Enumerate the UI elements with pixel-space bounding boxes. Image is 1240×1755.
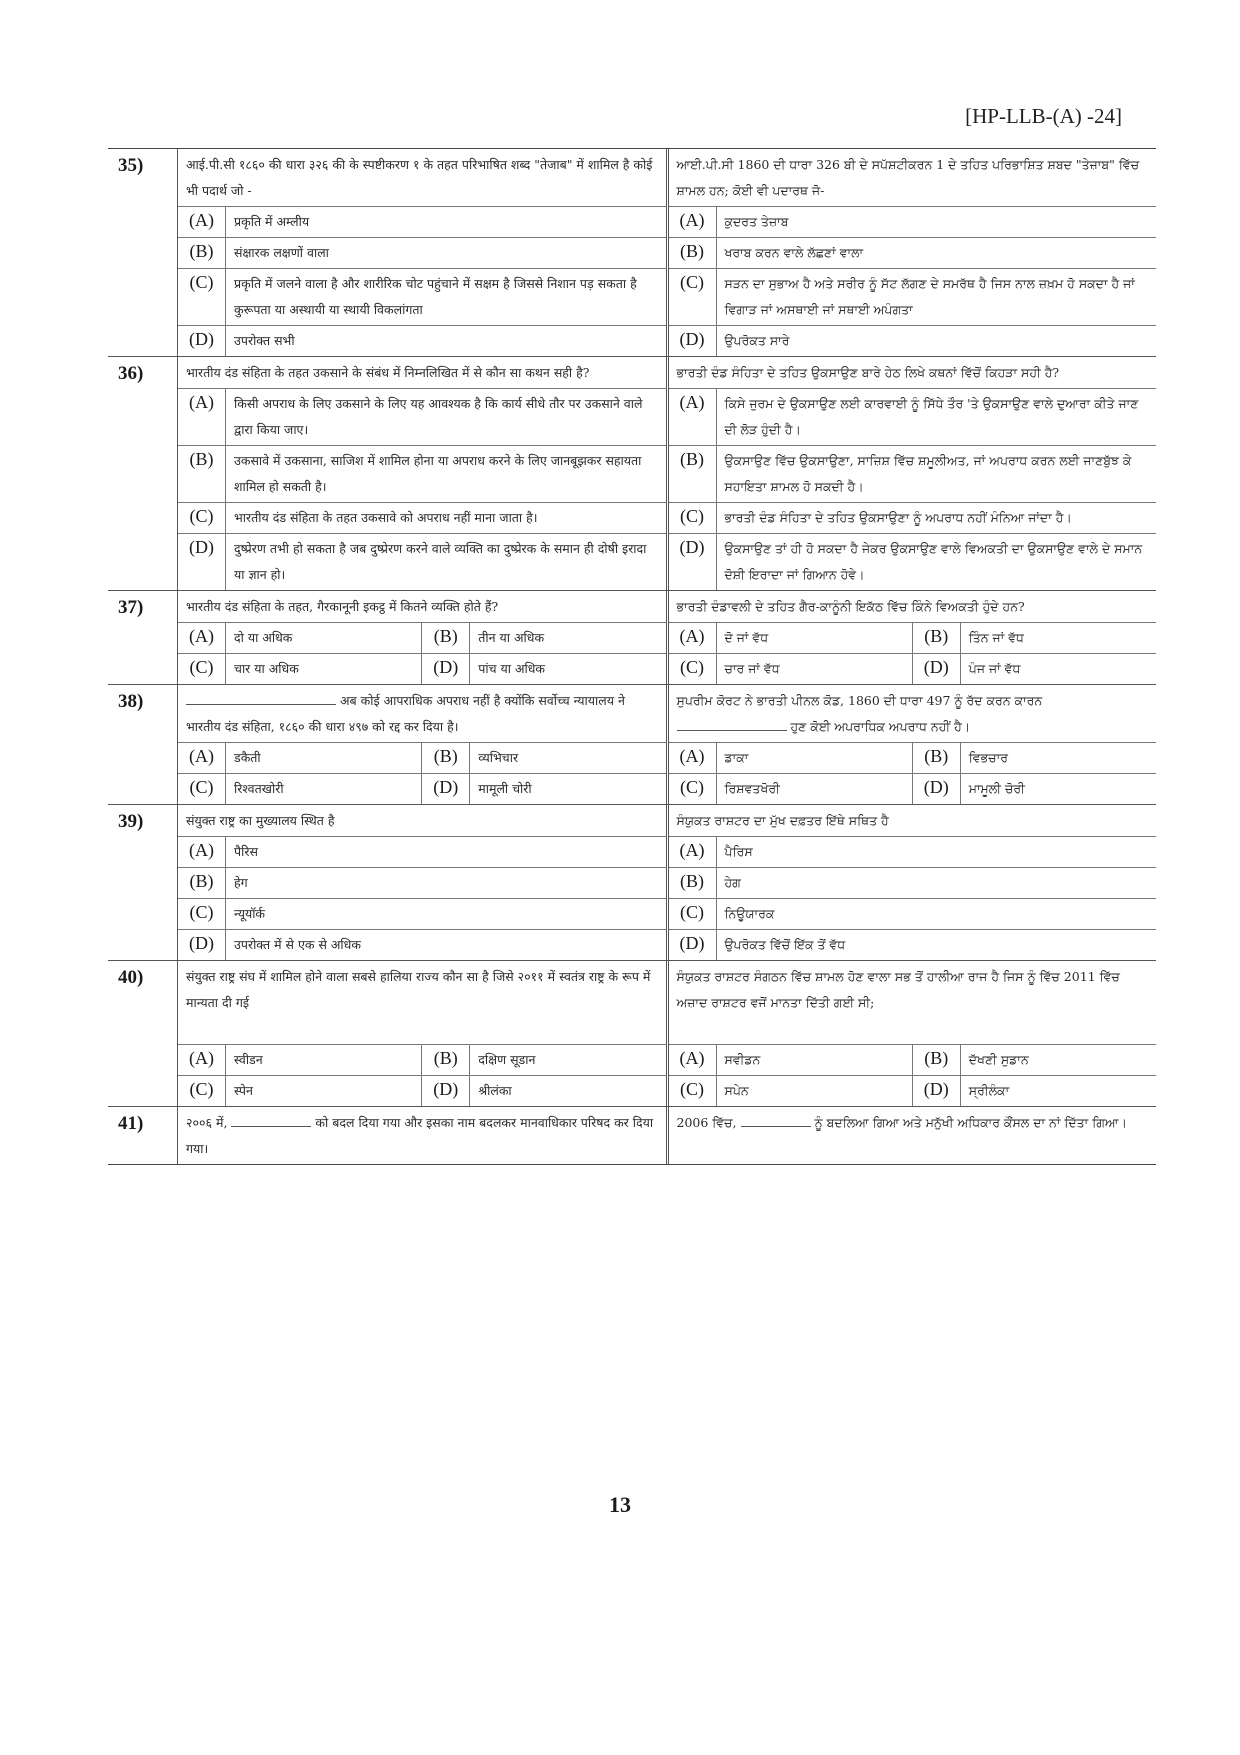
option-row <box>669 929 1157 960</box>
stem-text: ਹੁਣ ਕੋਈ ਅਪਰਾਧਿਕ ਅਪਰਾਧ ਨਹੀਂ ਹੈ। <box>790 719 971 734</box>
option-row <box>178 445 666 502</box>
option-text: ਉਕਸਾਉਣ ਵਿੱਚ ਉਕਸਾਉਣਾ, ਸਾਜ਼ਿਸ਼ ਵਿੱਚ ਸ਼ਮੂਲੀਅਤ, ਜਾਂ ਅਪਰਾਧ ਕਰਨ ਲਈ ਜਾਣਬੁੱਝ ਕੇ ਸਹਾਇਤਾ ਸ਼ਾਮਲ ਹੋ ਸਕਦੀ ਹੈ। <box>724 453 1132 494</box>
option-label: (D) <box>913 774 961 804</box>
option-label: (C) <box>178 774 226 804</box>
option-label: (D) <box>178 930 226 960</box>
option-text: ਉਕਸਾਉਣ ਤਾਂ ਹੀ ਹੋ ਸਕਦਾ ਹੈ ਜੇਕਰ ਉਕਸਾਉਣ ਵਾਲੇ ਵਿਅਕਤੀ ਦਾ ਉਕਸਾਉਣ ਵਾਲੇ ਦੇ ਸਮਾਨ ਦੋਸ਼ੀ ਇਰਾਦਾ ਜਾਂ ਗਿਆਨ ਹੋਵੇ। <box>724 541 1143 582</box>
option-row <box>178 502 666 533</box>
option-label: (D) <box>178 534 226 590</box>
option-label: (A) <box>178 837 226 867</box>
option-label: (C) <box>669 774 717 804</box>
option-text: दक्षिण सूडान <box>478 1052 536 1067</box>
option-label: (B) <box>422 623 470 653</box>
option-row <box>669 898 1157 929</box>
hindi-column <box>178 591 669 684</box>
option-text: स्पेन <box>234 1083 253 1098</box>
option-label: (C) <box>669 654 717 684</box>
punjabi-column <box>669 805 1157 960</box>
question-number: 35) <box>108 149 178 356</box>
option-label: (D) <box>913 654 961 684</box>
option-row <box>178 867 666 898</box>
option-text: संक्षारक लक्षणों वाला <box>234 245 329 260</box>
option-row <box>669 237 1157 268</box>
option-text: पांच या अधिक <box>478 661 546 676</box>
question-stem <box>669 1107 1157 1138</box>
option-label: (C) <box>178 899 226 929</box>
stem-text: २००६ में, <box>186 1115 228 1130</box>
option-row <box>669 867 1157 898</box>
option-pair <box>669 653 1157 684</box>
option-row <box>178 388 666 445</box>
option-pair <box>178 653 666 684</box>
option-label: (C) <box>178 654 226 684</box>
option-row <box>669 445 1157 502</box>
option-text: ਦੋ ਜਾਂ ਵੱਧ <box>724 630 769 645</box>
option-pair <box>178 622 666 653</box>
option-text: ਤਿੰਨ ਜਾਂ ਵੱਧ <box>968 630 1024 645</box>
option-pair <box>669 773 1157 804</box>
option-label: (D) <box>669 534 717 590</box>
question-40 <box>108 961 1156 1107</box>
option-label: (A) <box>669 837 717 867</box>
question-stem: संयुक्त राष्ट्र संघ में शामिल होने वाला सबसे हालिया राज्य कौन सा है जिसे २०११ में स्वतंत्र राष्ट्र के रूप में मान्यता दी गई <box>186 969 651 1010</box>
option-text: डकैती <box>234 750 261 765</box>
question-number: 37) <box>108 591 178 684</box>
stem-text: ਸੁਪਰੀਮ ਕੋਰਟ ਨੇ ਭਾਰਤੀ ਪੀਨਲ ਕੋਡ, 1860 ਦੀ ਧਾਰਾ 497 ਨੂੰ ਰੱਦ ਕਰਨ ਕਾਰਨ <box>676 693 1043 708</box>
fill-in-blank <box>186 690 336 705</box>
option-text: ਕਿਸੇ ਜੁਰਮ ਦੇ ਉਕਸਾਉਣ ਲਈ ਕਾਰਵਾਈ ਨੂੰ ਸਿੱਧੇ ਤੌਰ 'ਤੇ ਉਕਸਾਉਣ ਵਾਲੇ ਦੁਆਰਾ ਕੀਤੇ ਜਾਣ ਦੀ ਲੋੜ ਹੁੰਦੀ ਹੈ। <box>724 396 1139 437</box>
option-row <box>178 929 666 960</box>
option-text: ਉਪਰੋਕਤ ਸਾਰੇ <box>724 333 790 348</box>
option-pair <box>178 1075 666 1106</box>
question-stem: ਭਾਰਤੀ ਦੰਡਾਵਲੀ ਦੇ ਤਹਿਤ ਗੈਰ-ਕਾਨੂੰਨੀ ਇਕੱਠ ਵਿੱਚ ਕਿੰਨੇ ਵਿਅਕਤੀ ਹੁੰਦੇ ਹਨ? <box>676 599 1025 614</box>
option-text: ਕੁਦਰਤ ਤੇਜ਼ਾਬ <box>724 214 789 229</box>
stem-text: ਨੂੰ ਬਦਲਿਆ ਗਿਆ ਅਤੇ ਮਨੁੱਖੀ ਅਧਿਕਾਰ ਕੌਂਸਲ ਦਾ ਨਾਂ ਦਿੱਤਾ ਗਿਆ। <box>814 1115 1127 1130</box>
punjabi-column <box>669 149 1157 356</box>
option-row <box>669 268 1157 325</box>
option-label: (B) <box>669 446 717 502</box>
option-label: (B) <box>913 743 961 773</box>
option-text: दुष्प्रेरण तभी हो सकता है जब दुष्प्रेरण करने वाले व्यक्ति का दुष्प्रेरक के समान ही दोषी इरादा या ज्ञान हो। <box>234 541 647 582</box>
option-label: (A) <box>178 1045 226 1075</box>
option-text: उपरोक्त सभी <box>234 333 295 348</box>
punjabi-column <box>669 591 1157 684</box>
question-stem: ਭਾਰਤੀ ਦੰਡ ਸੰਹਿਤਾ ਦੇ ਤਹਿਤ ਉਕਸਾਉਣ ਬਾਰੇ ਹੇਠ ਲਿਖੇ ਕਥਨਾਂ ਵਿੱਚੋਂ ਕਿਹੜਾ ਸਹੀ ਹੈ? <box>676 365 1060 380</box>
option-label: (A) <box>178 623 226 653</box>
question-stem <box>669 685 1157 742</box>
question-stem: ਆਈ.ਪੀ.ਸੀ 1860 ਦੀ ਧਾਰਾ 326 ਬੀ ਦੇ ਸਪੱਸ਼ਟੀਕਰਨ 1 ਦੇ ਤਹਿਤ ਪਰਿਭਾਸ਼ਿਤ ਸ਼ਬਦ "ਤੇਜ਼ਾਬ" ਵਿੱਚ ਸ਼ਾਮਲ ਹਨ; ਕੋਈ ਵੀ ਪਦਾਰਥ ਜੋ- <box>676 157 1140 198</box>
option-row <box>178 325 666 356</box>
question-36 <box>108 357 1156 591</box>
question-stem: ਸੰਯੁਕਤ ਰਾਸ਼ਟਰ ਸੰਗਠਨ ਵਿੱਚ ਸ਼ਾਮਲ ਹੋਣ ਵਾਲਾ ਸਭ ਤੋਂ ਹਾਲੀਆ ਰਾਜ ਹੈ ਜਿਸ ਨੂੰ ਵਿੱਚ 2011 ਵਿੱਚ ਅਜ਼ਾਦ ਰਾਸ਼ਟਰ ਵਜੋਂ ਮਾਨਤਾ ਦਿੱਤੀ ਗਈ ਸੀ; <box>676 969 1120 1010</box>
option-pair <box>669 1044 1157 1075</box>
option-text: प्रकृति में जलने वाला है और शारीरिक चोट पहुंचाने में सक्षम है जिससे निशान पड़ सकता है कुरूपता या अस्थायी या स्थायी विकलांगता <box>234 276 637 317</box>
question-stem <box>178 1107 666 1164</box>
option-label: (B) <box>178 238 226 268</box>
question-37 <box>108 591 1156 685</box>
question-35 <box>108 149 1156 357</box>
option-text: व्यभिचार <box>478 750 519 765</box>
question-39 <box>108 805 1156 961</box>
option-label: (B) <box>422 743 470 773</box>
question-number: 40) <box>108 961 178 1106</box>
option-text: मामूली चोरी <box>478 781 532 796</box>
option-label: (D) <box>422 774 470 804</box>
option-label: (A) <box>178 389 226 445</box>
option-text: ਦੱਖਣੀ ਸੁਡਾਨ <box>968 1052 1029 1067</box>
option-text: दो या अधिक <box>234 630 293 645</box>
option-text: ਸਪੇਨ <box>724 1083 749 1098</box>
option-label: (B) <box>178 868 226 898</box>
option-pair <box>178 742 666 773</box>
hindi-column <box>178 149 669 356</box>
option-label: (A) <box>669 1045 717 1075</box>
option-row <box>178 206 666 237</box>
option-label: (C) <box>669 899 717 929</box>
question-sheet <box>108 148 1156 1165</box>
option-text: ਸ੍ਰੀਲੰਕਾ <box>968 1083 1010 1098</box>
hindi-column <box>178 1107 669 1164</box>
option-label: (C) <box>178 269 226 325</box>
fill-in-blank <box>231 1112 311 1127</box>
option-label: (D) <box>669 930 717 960</box>
option-text: श्रीलंका <box>478 1083 512 1098</box>
option-label: (C) <box>669 269 717 325</box>
option-text: ਚਾਰ ਜਾਂ ਵੱਧ <box>724 661 780 676</box>
option-label: (B) <box>913 1045 961 1075</box>
option-row <box>669 206 1157 237</box>
option-text: स्वीडन <box>234 1052 263 1067</box>
option-label: (C) <box>178 503 226 533</box>
stem-text: को बदल दिया गया और इसका नाम बदलकर मानवाधिकार परिषद कर दिया गया। <box>186 1115 654 1156</box>
option-text: प्रकृति में अम्लीय <box>234 214 310 229</box>
option-label: (A) <box>669 389 717 445</box>
option-pair <box>669 1075 1157 1106</box>
option-text: तीन या अधिक <box>478 630 545 645</box>
option-pair <box>669 622 1157 653</box>
option-label: (D) <box>422 1076 470 1106</box>
option-text: ਖਰਾਬ ਕਰਨ ਵਾਲੇ ਲੱਛਣਾਂ ਵਾਲਾ <box>724 245 864 260</box>
question-41 <box>108 1107 1156 1164</box>
option-text: ਮਾਮੂਲੀ ਚੋਰੀ <box>968 781 1025 796</box>
option-row <box>669 502 1157 533</box>
option-text: ਹੇਗ <box>724 875 741 890</box>
option-text: पैरिस <box>234 844 258 859</box>
question-stem: आई.पी.सी १८६० की धारा ३२६ की के स्पष्टीकरण १ के तहत परिभाषित शब्द "तेजाब" में शामिल है कोई भी पदार्थ जो - <box>186 157 653 198</box>
option-label: (D) <box>422 654 470 684</box>
option-text: रिश्वतखोरी <box>234 781 284 796</box>
option-label: (D) <box>669 326 717 356</box>
option-label: (B) <box>669 238 717 268</box>
hindi-column <box>178 961 669 1106</box>
option-row <box>178 533 666 590</box>
option-text: ਰਿਸ਼ਵਤਖੋਰੀ <box>724 781 780 796</box>
option-label: (B) <box>422 1045 470 1075</box>
option-label: (A) <box>178 207 226 237</box>
option-label: (B) <box>913 623 961 653</box>
option-pair <box>178 1044 666 1075</box>
punjabi-column <box>669 685 1157 804</box>
question-stem <box>178 685 666 742</box>
option-text: भारतीय दंड संहिता के तहत उकसावे को अपराध नहीं माना जाता है। <box>234 510 538 525</box>
option-text: उकसावे में उकसाना, साजिश में शामिल होना या अपराध करने के लिए जानबूझकर सहायता शामिल हो सकती है। <box>234 453 642 494</box>
hindi-column <box>178 805 669 960</box>
option-label: (B) <box>178 446 226 502</box>
option-pair <box>178 773 666 804</box>
question-number: 41) <box>108 1107 178 1164</box>
option-label: (B) <box>669 868 717 898</box>
option-label: (D) <box>913 1076 961 1106</box>
option-label: (A) <box>669 743 717 773</box>
option-row <box>178 836 666 867</box>
page-number: 13 <box>609 1492 631 1517</box>
option-row <box>669 836 1157 867</box>
option-row <box>178 268 666 325</box>
question-number: 38) <box>108 685 178 804</box>
punjabi-column <box>669 357 1157 590</box>
question-stem: भारतीय दंड संहिता के तहत उकसाने के संबंध में निम्नलिखित में से कौन सा कथन सही है? <box>186 365 590 380</box>
option-text: ਡਾਕਾ <box>724 750 749 765</box>
option-row <box>669 325 1157 356</box>
option-row <box>669 388 1157 445</box>
stem-text: अब कोई आपराधिक अपराध नहीं है क्योंकि सर्वोच्च न्यायालय ने भारतीय दंड संहिता, १८६० की धारा ४९७ को रद्द कर दिया है। <box>186 693 625 734</box>
option-label: (A) <box>669 623 717 653</box>
stem-text: 2006 ਵਿੱਚ, <box>676 1115 737 1130</box>
option-text: न्यूयॉर्क <box>234 906 266 921</box>
option-text: किसी अपराध के लिए उकसाने के लिए यह आवश्यक है कि कार्य सीधे तौर पर उकसाने वाले द्वारा किया जाए। <box>234 396 643 437</box>
option-text: हेग <box>234 875 248 890</box>
question-number: 39) <box>108 805 178 960</box>
option-text: ਵਿਭਚਾਰ <box>968 750 1009 765</box>
option-label: (A) <box>669 207 717 237</box>
exam-code: [HP-LLB-(A) -24] <box>965 104 1122 128</box>
option-text: चार या अधिक <box>234 661 299 676</box>
option-label: (C) <box>669 503 717 533</box>
punjabi-column <box>669 1107 1157 1164</box>
option-text: ਪੈਰਿਸ <box>724 844 753 859</box>
question-stem: संयुक्त राष्ट्र का मुख्यालय स्थित है <box>186 813 335 828</box>
option-row <box>669 533 1157 590</box>
option-text: ਸੜਨ ਦਾ ਸੁਭਾਅ ਹੈ ਅਤੇ ਸਰੀਰ ਨੂੰ ਸੱਟ ਲੱਗਣ ਦੇ ਸਮਰੱਥ ਹੈ ਜਿਸ ਨਾਲ ਜ਼ਖ਼ਮ ਹੋ ਸਕਦਾ ਹੈ ਜਾਂ ਵਿਗਾੜ ਜਾਂ ਅਸਥਾਈ ਜਾਂ ਸਥਾਈ ਅਪੰਗਤਾ <box>724 276 1135 317</box>
punjabi-column <box>669 961 1157 1106</box>
question-number: 36) <box>108 357 178 590</box>
hindi-column <box>178 685 669 804</box>
hindi-column <box>178 357 669 590</box>
option-text: ਪੰਜ ਜਾਂ ਵੱਧ <box>968 661 1021 676</box>
option-text: उपरोक्त में से एक से अधिक <box>234 937 361 952</box>
option-text: ਸਵੀਡਨ <box>724 1052 761 1067</box>
question-stem: ਸੰਯੁਕਤ ਰਾਸ਼ਟਰ ਦਾ ਮੁੱਖ ਦਫ਼ਤਰ ਇੱਥੇ ਸਥਿਤ ਹੈ <box>676 813 889 828</box>
option-text: ਉਪਰੋਕਤ ਵਿੱਚੋਂ ਇੱਕ ਤੋਂ ਵੱਧ <box>724 937 846 952</box>
option-label: (C) <box>669 1076 717 1106</box>
fill-in-blank <box>677 716 787 731</box>
option-row <box>178 237 666 268</box>
option-label: (C) <box>178 1076 226 1106</box>
option-row <box>178 898 666 929</box>
option-text: ਨਿਊਯਾਰਕ <box>724 906 775 921</box>
question-stem: भारतीय दंड संहिता के तहत, गैरकानूनी इकट्ठ में कितने व्यक्ति होते हैं? <box>186 599 499 614</box>
question-38 <box>108 685 1156 805</box>
option-pair <box>669 742 1157 773</box>
option-label: (D) <box>178 326 226 356</box>
fill-in-blank <box>741 1112 811 1127</box>
option-text: ਭਾਰਤੀ ਦੰਡ ਸੰਹਿਤਾ ਦੇ ਤਹਿਤ ਉਕਸਾਉਣਾ ਨੂੰ ਅਪਰਾਧ ਨਹੀਂ ਮੰਨਿਆ ਜਾਂਦਾ ਹੈ। <box>724 510 1072 525</box>
option-label: (A) <box>178 743 226 773</box>
